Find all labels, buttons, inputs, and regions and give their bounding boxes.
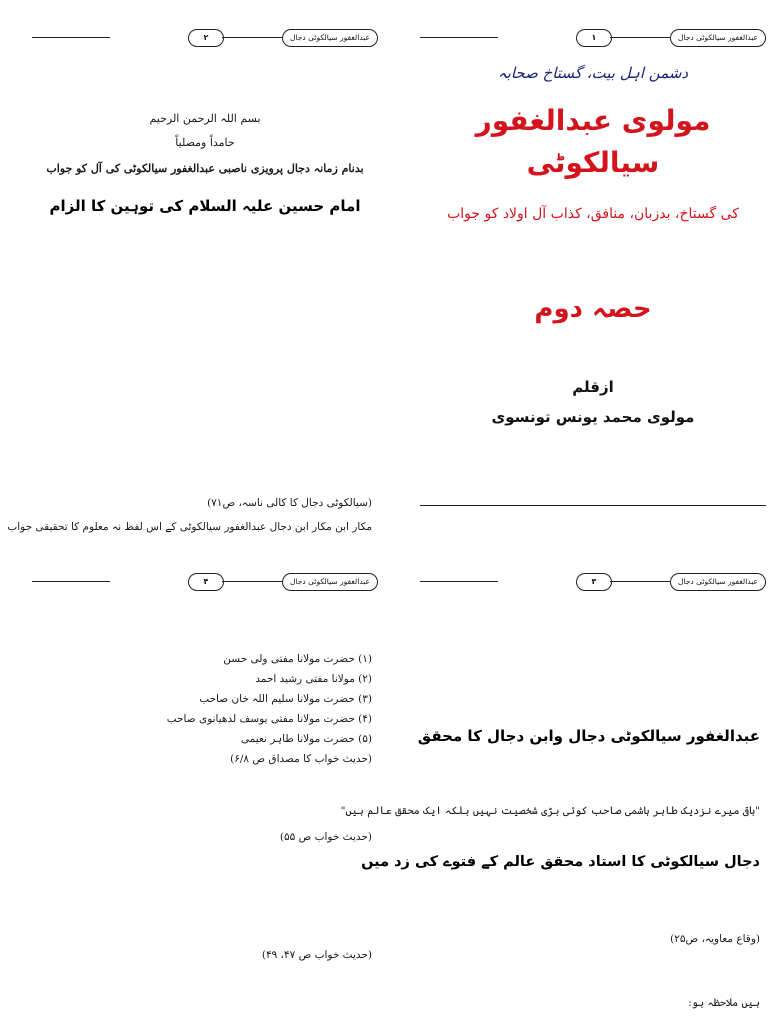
reference: (حدیث خواب ص ۵۵): [279, 831, 372, 843]
cover-tagline: دشمن اہل بیت، گستاخ صحابہ: [497, 64, 689, 82]
header-rule: [32, 581, 110, 582]
reference: (حدیث خواب کا مصداق ص ۶/۸): [230, 753, 372, 765]
hamd: حامداً ومصلیاً: [175, 136, 235, 149]
header-rule: [222, 37, 282, 38]
header-rule: [222, 581, 282, 582]
header-rule: [420, 37, 498, 38]
page-header: [420, 28, 766, 48]
cover-title-line2: سیالکوٹی: [526, 146, 660, 179]
reference: (حدیث خواب ص ۴۷، ۴۹): [261, 949, 372, 961]
scholar-list-item: (۳) حضرت مولانا سلیم اللہ خان صاحب: [199, 693, 372, 705]
section-heading: عبدالغفور سیالکوٹی دجال وابن دجال کا محقق: [417, 727, 760, 745]
page-header: [420, 572, 766, 592]
page-cover: [420, 28, 766, 508]
scholar-list-item: (۱) حضرت مولانا مفتی ولی حسن: [223, 653, 372, 665]
section-heading: امام حسین علیہ السلام کی توہین کا الزام: [49, 197, 361, 215]
page-number: ۳: [576, 573, 612, 591]
header-rule: [420, 581, 498, 582]
scholar-list-item: (۴) حضرت مولانا مفتی یوسف لدھیانوی صاحب: [166, 713, 372, 725]
scholar-list-item: (۵) حضرت مولانا طاہر نعیمی: [240, 733, 372, 745]
cover-title-line1: مولوی عبدالغفور: [475, 104, 711, 137]
page-number: ۲: [188, 29, 224, 47]
cover-subtitle: کی گستاخ، بدزبان، منافق، کذاب آل اولاد کو جواب: [447, 206, 739, 222]
reference: (وقاع معاویہ، ص۲۵): [670, 933, 760, 945]
intro-line: بدنام زمانہ دجال پرویزی ناصبی عبدالغفور سیالکوٹی کی آل کو جواب: [46, 162, 364, 175]
header-rule: [32, 37, 110, 38]
citation: (سیالکوٹی دجال کا کالی ناسہ، ص۷۱): [207, 497, 372, 509]
page-header: [32, 28, 378, 48]
page-header: [32, 572, 378, 592]
page-number: ۱: [576, 29, 612, 47]
section-heading: دجال سیالکوٹی کا استاد محقق عالم کے فتوے کی زد میں: [361, 854, 760, 870]
quote: "باقی میرے نزدیک طاہر ہاشمی صاحب کوئی بڑی شخصیت نہیں بلکہ ایک محقق عالم ہیں": [340, 805, 760, 817]
page-3: [340, 572, 766, 1024]
cover-by-label: ازقلم: [572, 378, 614, 396]
header-rule: [610, 37, 670, 38]
header-title: عبدالغفور سیالکوٹی دجال: [282, 29, 378, 47]
header-title: عبدالغفور سیالکوٹی دجال: [670, 29, 766, 47]
header-title: عبدالغفور سیالکوٹی دجال: [282, 573, 378, 591]
header-rule: [610, 581, 670, 582]
page-number: ۴: [188, 573, 224, 591]
footer-rule: [420, 505, 766, 506]
note-line: ہیں ملاحظہ ہو:: [688, 997, 760, 1009]
page-4: [32, 572, 378, 1024]
bismillah: بسم اللہ الرحمن الرحیم: [149, 112, 261, 125]
header-title: عبدالغفور سیالکوٹی دجال: [670, 573, 766, 591]
closing-line: مکار ابن مکار ابن دجال عبدالغفور سیالکوٹی کے اس لفظ نہ معلوم کا تحقیقی جواب: [7, 521, 372, 533]
cover-author: مولوی محمد یونس تونسوی: [491, 408, 695, 426]
cover-part: حصہ دوم: [534, 294, 652, 324]
scholar-list-item: (۲) مولانا مفتی رشید احمد: [255, 673, 372, 685]
page-2: [7, 28, 378, 533]
